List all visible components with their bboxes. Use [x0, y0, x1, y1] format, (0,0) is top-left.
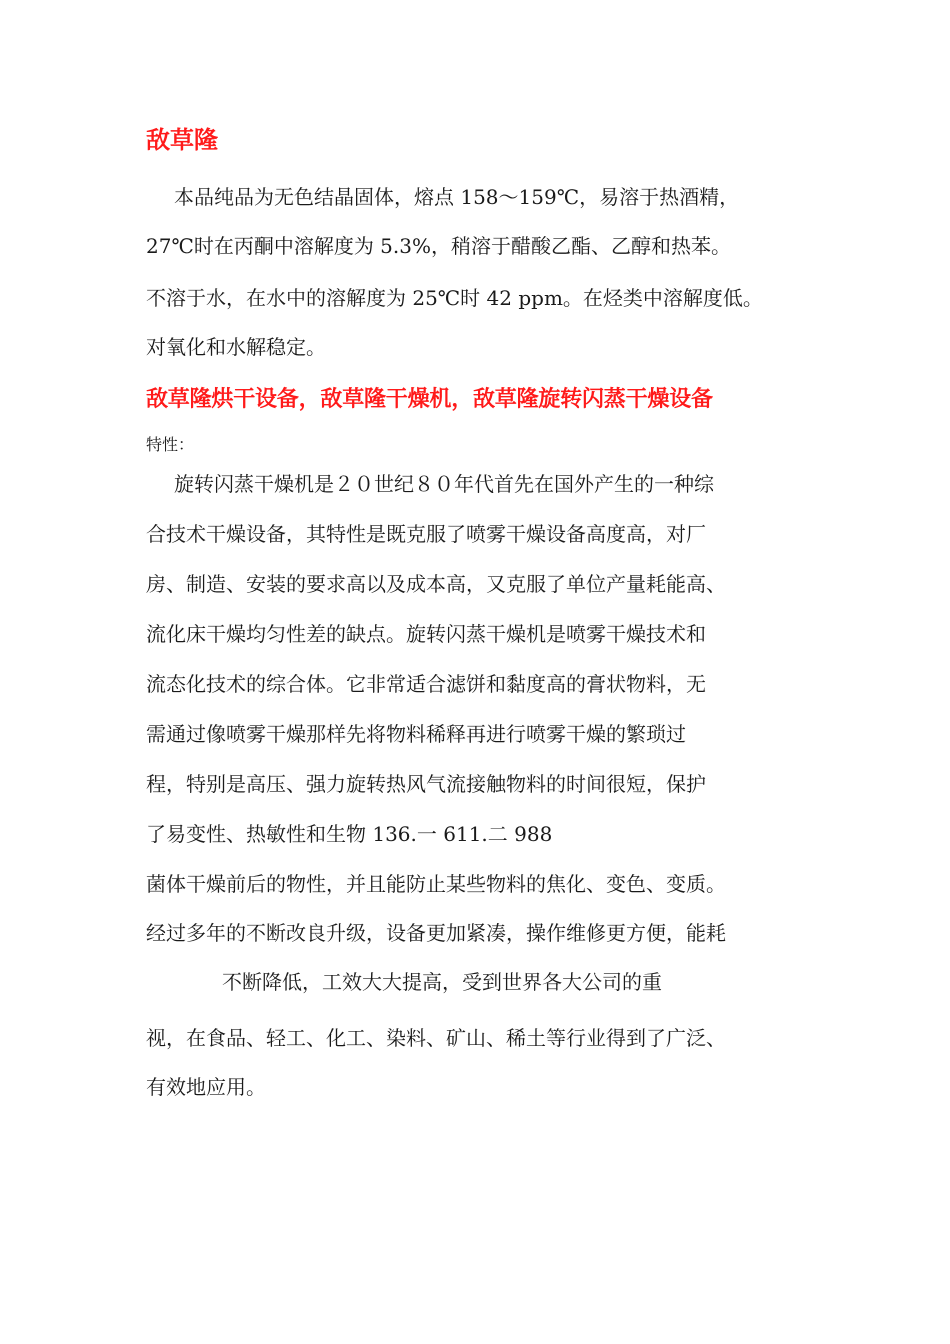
- body-line: 流化床干燥均匀性差的缺点。旋转闪蒸干燥机是喷雾干燥技术和: [146, 622, 706, 646]
- body-line: 流态化技术的综合体。它非常适合滤饼和黏度高的膏状物料，无: [146, 672, 706, 696]
- body-line: 有效地应用。: [146, 1075, 266, 1099]
- feature-label: 特性：: [146, 435, 195, 454]
- body-line: 不断降低，工效大大提高，受到世界各大公司的重: [222, 970, 662, 994]
- body-line: 旋转闪蒸干燥机是２０世纪８０年代首先在国外产生的一种综: [174, 472, 714, 496]
- intro-line: 27℃时在丙酮中溶解度为 5.3%，稍溶于醋酸乙酯、乙醇和热苯。: [146, 234, 731, 258]
- body-line: 菌体干燥前后的物性，并且能防止某些物料的焦化、变色、变质。: [146, 872, 726, 896]
- body-line: 了易变性、热敏性和生物 136.一 611.二 988: [146, 822, 553, 846]
- section-subtitle: 敌草隆烘干设备，敌草隆干燥机，敌草隆旋转闪蒸干燥设备: [146, 387, 713, 412]
- body-line: 合技术干燥设备，其特性是既克服了喷雾干燥设备高度高，对厂: [146, 522, 706, 546]
- body-line: 房、制造、安装的要求高以及成本高，又克服了单位产量耗能高、: [146, 572, 726, 596]
- intro-line: 不溶于水，在水中的溶解度为 25℃时 42 ppm。在烃类中溶解度低。: [146, 286, 763, 310]
- intro-line: 本品纯品为无色结晶固体，熔点 158～159℃，易溶于热酒精，: [174, 185, 740, 209]
- body-line: 经过多年的不断改良升级，设备更加紧凑，操作维修更方便，能耗: [146, 921, 726, 945]
- body-line: 需通过像喷雾干燥那样先将物料稀释再进行喷雾干燥的繁琐过: [146, 722, 686, 746]
- document-title: 敌草隆: [146, 126, 218, 154]
- body-line: 程，特别是高压、强力旋转热风气流接触物料的时间很短，保护: [146, 772, 706, 796]
- intro-line: 对氧化和水解稳定。: [146, 335, 326, 359]
- body-line: 视，在食品、轻工、化工、染料、矿山、稀土等行业得到了广泛、: [146, 1026, 726, 1050]
